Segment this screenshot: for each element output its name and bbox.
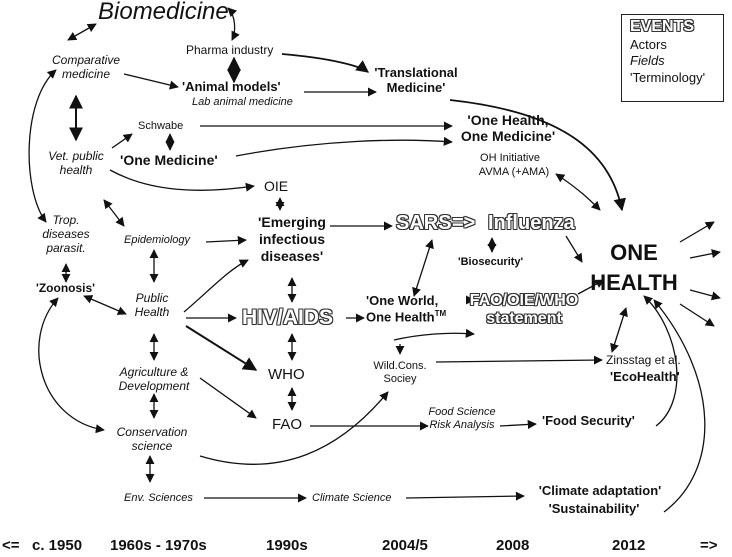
arrow-vet-schwabe xyxy=(112,134,132,148)
node-zinsstag: Zinsstag et al. xyxy=(606,353,681,367)
node-climate-science: Climate Science xyxy=(312,492,392,504)
node-one-world-one-health: 'One World, One Health™ xyxy=(366,293,447,325)
node-influenza: Influenza xyxy=(488,212,575,234)
node-wildlife-conservation-society: Wild.Cons. Sociey xyxy=(373,360,427,385)
arrow-oneworld-statement-low xyxy=(394,333,474,340)
node-hiv-aids: HIV/AIDS xyxy=(242,306,334,329)
arrow-comparative-animal-models xyxy=(124,74,178,87)
node-public-health: Public Health xyxy=(134,291,170,319)
arrow-public-who xyxy=(186,326,256,370)
node-schwabe: Schwabe xyxy=(138,120,184,132)
node-biomedicine: Biomedicine xyxy=(98,0,229,25)
timeline-1990s: 1990s xyxy=(266,537,308,554)
node-one-medicine: 'One Medicine' xyxy=(120,152,218,168)
node-ecohealth: 'EcoHealth' xyxy=(610,369,680,384)
node-fao-oie-who-statement: FAO/OIE/WHO statement xyxy=(469,292,579,328)
arrow-one-health-out-2 xyxy=(690,252,720,258)
node-one-health: ONE HEALTH xyxy=(590,240,678,295)
node-agriculture-development: Agriculture & Development xyxy=(118,365,190,393)
timeline-2012: 2012 xyxy=(612,537,646,554)
node-sustainability: 'Sustainability' xyxy=(548,501,640,516)
implies-arrow: => xyxy=(452,212,476,234)
arrow-zoonosis-public xyxy=(84,296,126,314)
arrow-wildcons-zinsstag xyxy=(436,360,602,362)
node-one-health-one-medicine: 'One Health, One Medicine' xyxy=(460,112,556,145)
node-avma: AVMA (+AMA) xyxy=(478,166,550,178)
arrow-comparative-trop xyxy=(29,70,56,222)
arrow-food-science-food-security xyxy=(500,424,536,426)
arrow-one-health-ecohealth xyxy=(612,308,626,352)
node-emerging-infectious-diseases: 'Emerging infectious diseases' xyxy=(258,214,326,264)
node-food-science-risk-analysis: Food Science Risk Analysis xyxy=(428,406,496,431)
arrow-biomedicine-pharma xyxy=(228,8,235,40)
node-env-sciences: Env. Sciences xyxy=(124,492,193,504)
arrow-agriculture-fao xyxy=(200,378,256,418)
legend-events: EVENTS xyxy=(630,18,695,35)
arrow-one-health-out-3 xyxy=(690,290,720,298)
timeline-2004-5: 2004/5 xyxy=(382,537,428,554)
arrow-avma-one-health xyxy=(556,174,600,210)
arrow-biomedicine-comparative xyxy=(68,24,96,40)
node-oie: OIE xyxy=(264,178,289,194)
node-epidemiology: Epidemiology xyxy=(124,234,191,246)
arrow-sars-oneworld xyxy=(414,240,432,296)
timeline-left-arrow: <= xyxy=(2,537,20,554)
arrow-vet-epidemiology xyxy=(104,200,124,226)
node-food-security: 'Food Security' xyxy=(542,413,635,428)
legend-fields: Fields xyxy=(630,53,665,69)
arrow-sustainability-one-health xyxy=(654,300,705,512)
arrow-one-health-out-1 xyxy=(680,222,714,242)
arrow-vet-oie xyxy=(110,170,254,190)
arrow-influenza-one-health xyxy=(566,236,582,262)
node-comparative-medicine: Comparative medicine xyxy=(51,53,121,81)
timeline-1960s-1970s: 1960s - 1970s xyxy=(110,537,207,554)
arrow-climate-adaptation xyxy=(406,496,524,498)
arrow-one-health-out-4 xyxy=(680,304,714,326)
node-animal-models: 'Animal models' xyxy=(182,79,281,94)
node-who: WHO xyxy=(268,366,305,383)
node-pharma-industry: Pharma industry xyxy=(186,43,274,57)
arrow-epidemiology-emerging xyxy=(206,240,246,242)
arrow-zoonosis-conservation xyxy=(39,298,104,430)
timeline-c1950: c. 1950 xyxy=(32,537,83,554)
node-vet-public-health: Vet. public health xyxy=(48,149,104,177)
node-fao: FAO xyxy=(272,416,303,433)
legend-actors: Actors xyxy=(630,37,667,52)
node-climate-adaptation: 'Climate adaptation' xyxy=(538,483,662,498)
timeline-2008: 2008 xyxy=(496,537,530,554)
node-biosecurity: 'Biosecurity' xyxy=(458,256,524,268)
node-translational-medicine: 'Translational Medicine' xyxy=(374,65,458,95)
node-sars: SARS xyxy=(396,212,452,234)
node-lab-animal-medicine: Lab animal medicine xyxy=(192,96,293,108)
node-zoonosis: 'Zoonosis' xyxy=(36,281,96,295)
node-trop-diseases: Trop. diseases parasit. xyxy=(42,213,90,255)
arrow-one-medicine-ohom xyxy=(236,140,452,156)
arrow-public-emerging xyxy=(184,260,248,312)
legend-box xyxy=(621,14,724,102)
arrow-pharma-translational xyxy=(282,54,368,72)
legend-terminology: 'Terminology' xyxy=(630,69,706,85)
timeline-right-arrow: => xyxy=(700,537,718,554)
node-conservation-science: Conservation science xyxy=(116,425,188,453)
node-oh-initiative: OH Initiative xyxy=(480,152,540,164)
